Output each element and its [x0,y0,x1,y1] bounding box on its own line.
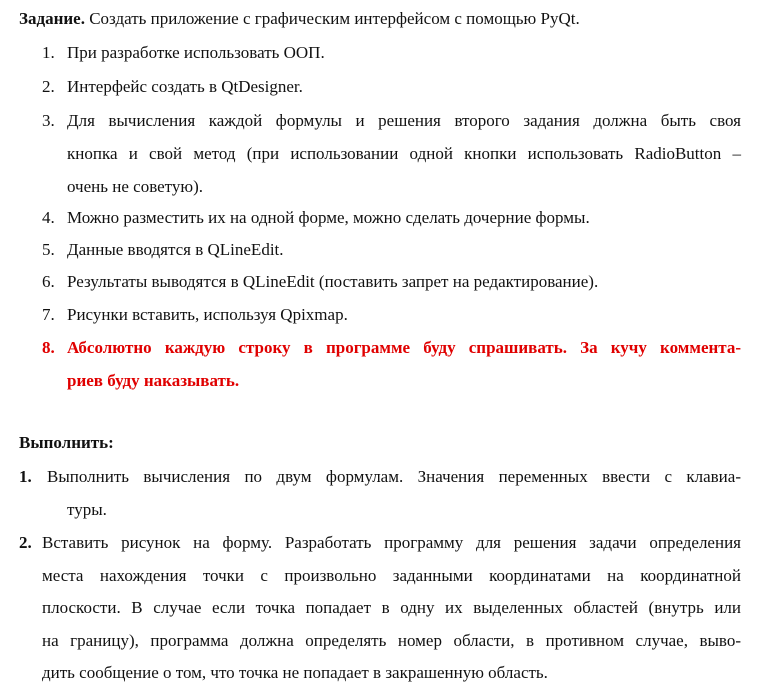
requirement-7-number: 7. [42,305,55,324]
requirement-5-line-1: Данные вводятся в QLineEdit. [67,240,284,259]
requirement-1-number: 1. [42,43,55,62]
requirement-8-line-1: Абсолютно каждую строку в программе буду спрашивать. За кучу коммента- [67,338,741,357]
execute-item-2-line-5: дить сообщение о том, что точка не попадает в закрашенную область. [42,663,548,682]
requirement-2-line-1: Интерфейс создать в QtDesigner. [67,77,303,96]
requirement-3-line-1: Для вычисления каждой формулы и решения второго задания должна быть своя [67,111,741,130]
requirement-7-line-1: Рисунки вставить, используя Qpixmap. [67,305,348,324]
requirement-8-number: 8. [42,338,55,357]
execute-item-1-line-2: туры. [67,500,107,519]
requirement-3-number: 3. [42,111,55,130]
requirement-6-number: 6. [42,272,55,291]
execute-item-1-number: 1. [19,467,32,486]
requirement-1-line-1: При разработке использовать ООП. [67,43,325,62]
execute-heading: Выполнить: [19,433,114,452]
requirement-6-line-1: Результаты выводятся в QLineEdit (поставить запрет на редактирование). [67,272,599,291]
task-line [19,8,580,30]
execute-item-2-line-1: Вставить рисунок на форму. Разработать программу для решения задачи определения [42,533,741,552]
execute-item-2-number: 2. [19,533,32,552]
execute-item-2-line-2: места нахождения точки с произвольно заданными координатами на координатной [42,566,741,585]
requirement-8-line-2: риев буду наказывать. [67,371,240,390]
requirement-5-number: 5. [42,240,55,259]
requirement-4-number: 4. [42,208,55,227]
execute-item-1-line-1: Выполнить вычисления по двум формулам. Значения переменных ввести с клавиа- [47,467,741,486]
requirement-3-line-2: кнопка и свой метод (при использовании одной кнопки использовать RadioButton – [67,144,741,163]
requirement-3-line-3: очень не советую). [67,177,203,196]
execute-item-2-line-3: плоскости. В случае если точка попадает в одну их выделенных областей (внутрь или [42,598,741,617]
task-label: Задание. [19,9,85,28]
task-text: Создать приложение с графическим интерфейсом с помощью PyQt. [84,9,580,28]
requirement-2-number: 2. [42,77,55,96]
requirement-4-line-1: Можно разместить их на одной форме, можно сделать дочерние формы. [67,208,590,227]
execute-item-2-line-4: на границу), программа должна определять номер области, в противном случае, выво- [42,631,741,650]
